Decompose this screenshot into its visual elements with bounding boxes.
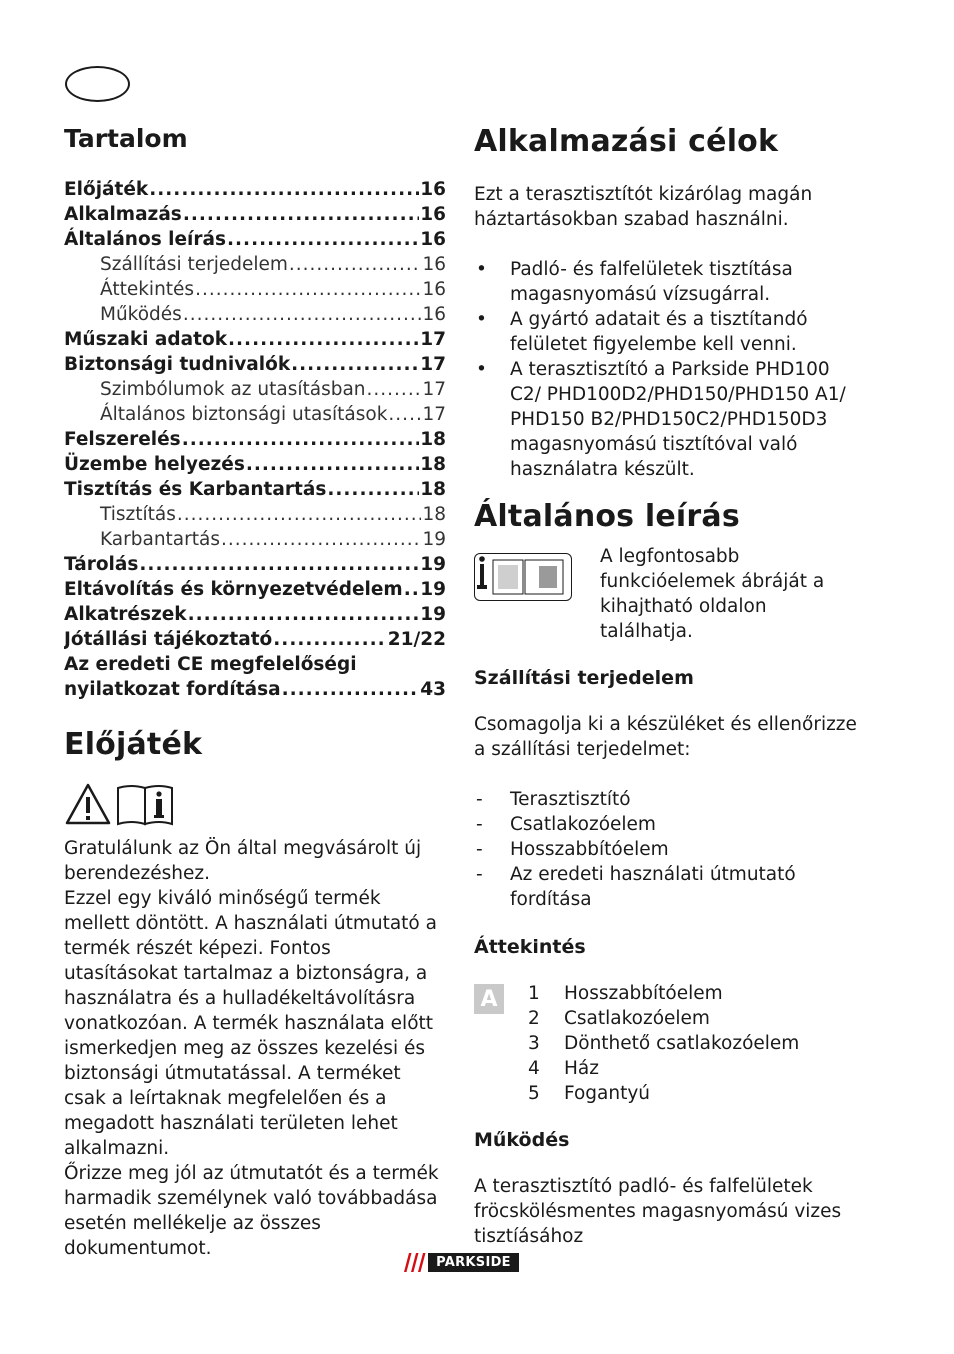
scope-intro: Csomagolja ki a készüléket és ellenőrizze a szállítási terjedelmet:: [474, 714, 857, 760]
toc-entry[interactable]: [64, 652, 446, 702]
toc-entry-label: Szimbólumok az utasításban: [100, 379, 366, 400]
toc-entry[interactable]: [64, 202, 446, 227]
scope-list: [474, 787, 864, 912]
toc-entry-page: 16: [422, 254, 446, 275]
function-text: A terasztisztító padló- és falfelületek fröcskölésmentes magasnyomású vizes tisztíásához: [474, 1176, 842, 1247]
preface-paragraph: Őrizze meg jól az útmutatót és a termék harmadik személynek való továbbadása esetén mellékelje az összes dokumentumot.: [64, 1163, 439, 1259]
toc-entry-page: 16: [422, 279, 446, 300]
part-row: [528, 1006, 799, 1031]
function-heading: Működés: [474, 1129, 570, 1151]
scope-item: - Csatlakozóelem: [474, 812, 864, 837]
toc-subentry[interactable]: [64, 402, 446, 427]
toc-entry-label: Tisztítás és Karbantartás: [64, 479, 327, 500]
toc-entry-page: 16: [422, 304, 446, 325]
toc-title: Tartalom: [64, 124, 188, 153]
purpose-bullet: • Padló- és falfelületek tisztítása magasnyomású vízsugárral.: [474, 257, 864, 307]
foldout-info-text: A legfontosabb funkcióelemek ábráját a kihajtható oldalon találhatja.: [600, 546, 825, 642]
toc-entry-page: 19: [420, 579, 446, 600]
left-column: [64, 124, 446, 1261]
scope-heading: Szállítási terjedelem: [474, 667, 694, 689]
toc-entry[interactable]: [64, 327, 446, 352]
toc-list: [64, 177, 446, 702]
toc-entry-label: Általános biztonsági utasítások: [100, 404, 388, 425]
part-name: Fogantyú: [564, 1083, 651, 1104]
toc-entry-page: 18: [420, 429, 446, 450]
toc-subentry[interactable]: [64, 502, 446, 527]
part-number: 1: [528, 983, 540, 1004]
toc-entry-page: 19: [420, 604, 446, 625]
preface-paragraph: Gratulálunk az Ön által megvásárolt új berendezéshez.: [64, 838, 422, 884]
toc-subentry[interactable]: [64, 277, 446, 302]
toc-entry-label: Eltávolítás és környezetvédelem: [64, 579, 403, 600]
toc-entry-label: Az eredeti CE megfelelőségi: [64, 654, 357, 675]
purpose-intro: Ezt a terasztisztítót kizárólag magán háztartásokban szabad használni.: [474, 184, 813, 230]
toc-entry-page: 17: [422, 379, 446, 400]
toc-subentry[interactable]: [64, 527, 446, 552]
parkside-logo: [402, 1253, 519, 1272]
toc-entry-page: 16: [420, 179, 446, 200]
warning-icon: [64, 782, 112, 826]
foldout-info: [474, 544, 864, 644]
toc-entry-label: nyilatkozat fordítása: [64, 679, 281, 700]
scope-item: - Terasztisztító: [474, 787, 864, 812]
scope-item: - Az eredeti használati útmutató fordítása: [474, 862, 864, 912]
toc-entry-label: Üzembe helyezés: [64, 454, 245, 475]
toc-entry-label: Előjáték: [64, 179, 149, 200]
toc-entry[interactable]: [64, 352, 446, 377]
right-column: [474, 124, 864, 1249]
toc-entry-label: Áttekintés: [100, 279, 195, 300]
part-number: 5: [528, 1083, 540, 1104]
parts-list: [528, 981, 799, 1106]
toc-entry-label: Felszerelés: [64, 429, 181, 450]
toc-entry[interactable]: [64, 177, 446, 202]
toc-entry-label: Szállítási terjedelem: [100, 254, 288, 275]
part-name: Ház: [564, 1058, 599, 1079]
toc-entry-label: Jótállási tájékoztató: [64, 629, 273, 650]
toc-entry-page: 18: [422, 504, 446, 525]
toc-entry[interactable]: [64, 452, 446, 477]
toc-entry-page: 18: [420, 454, 446, 475]
purpose-list: [474, 257, 864, 482]
toc-entry[interactable]: [64, 602, 446, 627]
toc-entry[interactable]: [64, 627, 446, 652]
part-name: Hosszabbítóelem: [564, 983, 723, 1004]
logo-stripes-icon: [402, 1253, 428, 1272]
preface-paragraph: Ezzel egy kiváló minőségű termék mellett döntött. A használati útmutató a termék részét képezi. Fontos utasításokat tartalmaz a biztonságra, a használatra és a hulladékeltávolításra vonatkozóan. A termék használata előtt ismerkedjen meg az összes kezelési és biztonsági útmutatással. A terméket csak a leírtaknak megfelelően és a megadott használati területen lehet alkalmazni.: [64, 888, 437, 1159]
overview-parts: [474, 981, 864, 1106]
part-row: [528, 1056, 799, 1081]
preface-icons: [64, 782, 446, 826]
toc-entry-label: Biztonsági tudnivalók: [64, 354, 291, 375]
toc-entry-label: Általános leírás: [64, 229, 226, 250]
toc-entry-page: 21/22: [387, 629, 446, 650]
part-row: [528, 981, 799, 1006]
part-name: Dönthető csatlakozóelem: [564, 1033, 800, 1054]
part-name: Csatlakozóelem: [564, 1008, 710, 1029]
toc-entry-page: 43: [420, 679, 446, 700]
toc-entry-page: 17: [422, 404, 446, 425]
foldout-page-icon: [474, 553, 572, 601]
part-number: 4: [528, 1058, 540, 1079]
toc-entry-label: Alkatrészek: [64, 604, 187, 625]
overview-heading: Áttekintés: [474, 936, 586, 958]
toc-entry[interactable]: [64, 227, 446, 252]
toc-entry-label: Tárolás: [64, 554, 139, 575]
toc-entry-page: 17: [420, 354, 446, 375]
figure-a-badge: A: [474, 984, 504, 1014]
part-number: 2: [528, 1008, 540, 1029]
toc-entry-page: 17: [420, 329, 446, 350]
purpose-bullet: • A terasztisztító a Parkside PHD100 C2/ PHD100D2/PHD150/PHD150 A1/ PHD150 B2/PHD150C2/PHD150D3 magasnyomású tisztítóval való használatra készült.: [474, 357, 864, 482]
toc-entry-label: Alkalmazás: [64, 204, 182, 225]
part-row: [528, 1031, 799, 1056]
preface-heading: Előjáték: [64, 727, 203, 762]
purpose-heading: Alkalmazási célok: [474, 124, 779, 159]
toc-entry-label: Működés: [100, 304, 182, 325]
toc-entry-page: 16: [420, 204, 446, 225]
brand-name: PARKSIDE: [428, 1253, 519, 1272]
toc-entry[interactable]: [64, 427, 446, 452]
language-badge: [65, 66, 130, 102]
toc-entry-page: 19: [422, 529, 446, 550]
toc-subentry[interactable]: [64, 302, 446, 327]
part-number: 3: [528, 1033, 540, 1054]
preface-body: [64, 836, 446, 1261]
toc-entry[interactable]: [64, 577, 446, 602]
toc-subentry[interactable]: [64, 377, 446, 402]
purpose-bullet: • A gyártó adatait és a tisztítandó felületet figyelembe kell venni.: [474, 307, 864, 357]
toc-entry[interactable]: [64, 477, 446, 502]
toc-entry-label: Műszaki adatok: [64, 329, 227, 350]
general-heading: Általános leírás: [474, 499, 740, 534]
toc-subentry[interactable]: [64, 252, 446, 277]
toc-entry-label: Tisztítás: [100, 504, 176, 525]
manual-info-icon: [116, 782, 174, 826]
scope-item: - Hosszabbítóelem: [474, 837, 864, 862]
toc-entry-page: 18: [420, 479, 446, 500]
toc-entry-page: 16: [420, 229, 446, 250]
toc-entry-page: 19: [420, 554, 446, 575]
toc-entry-label: Karbantartás: [100, 529, 220, 550]
toc-entry[interactable]: [64, 552, 446, 577]
part-row: [528, 1081, 799, 1106]
